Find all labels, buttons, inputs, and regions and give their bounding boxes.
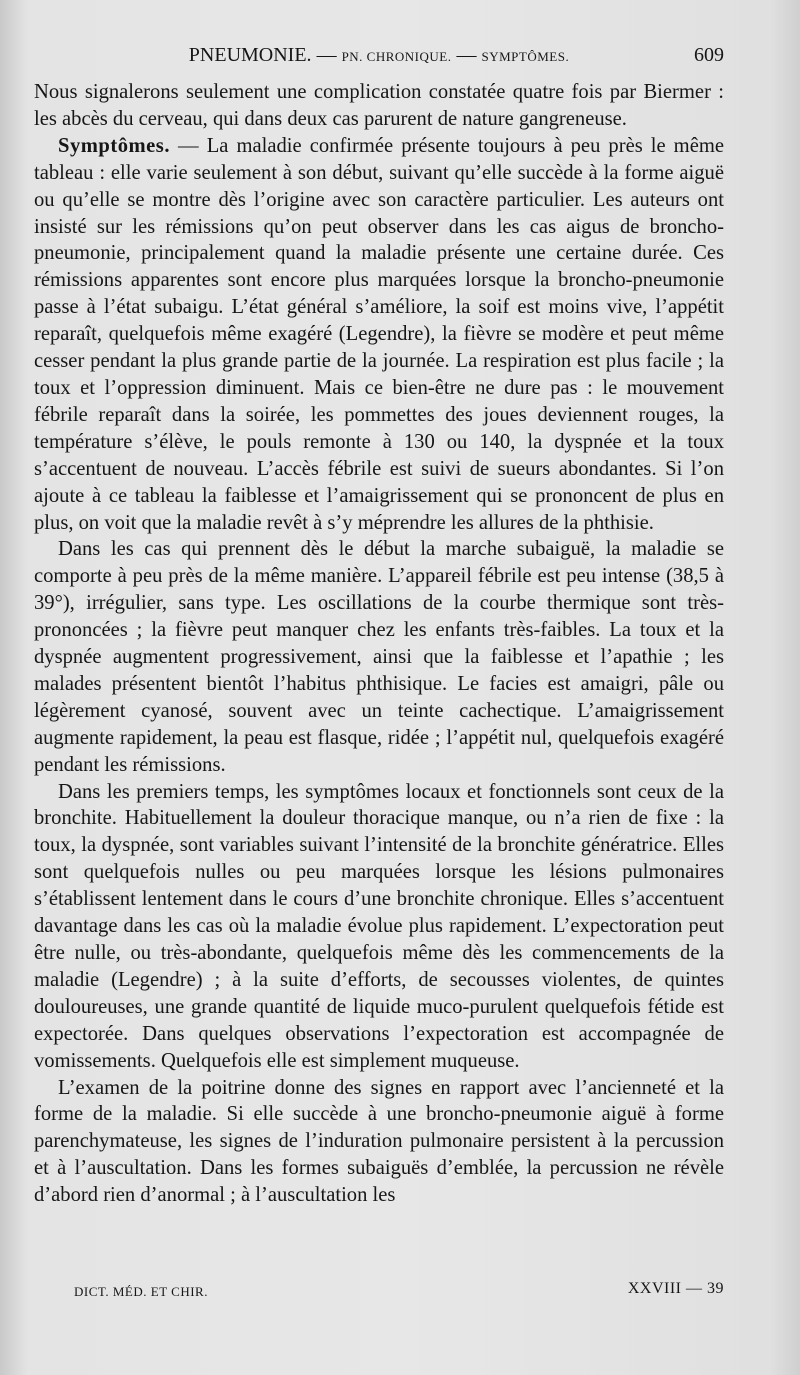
body-text [34, 79, 724, 1209]
section-dash: — [178, 134, 199, 157]
paragraph-3: Dans les cas qui prennent dès le début la marche subaiguë, la maladie se comporte à peu près de la même manière. L’appareil fébrile est peu intense (38,5 à 39°), irrégulier, sans type. Les oscillations de la courbe thermique sont très-prononcées ; la fièvre peut manquer chez les enfants très-faibles. La toux et la dyspnée augmentent progressivement, ainsi que la faiblesse et l’apathie ; les malades présentent bientôt l’habitus phthisique. Le facies est amaigri, pâle ou légèrement cyanosé, souvent avec un teinte cachectique. L’amaigrissement augmente rapidement, la peau est flasque, ridée ; l’appétit nul, quelquefois exagéré pendant les rémissions. [34, 538, 724, 776]
paragraph-1: Nous signalerons seulement une complication constatée quatre fois par Biermer : les abcès du cerveau, qui dans deux cas parurent de nature gangreneuse. [34, 81, 724, 130]
paragraph-2-text: La maladie confirmée présente toujours à peu près le même tableau : elle varie seulement à son début, suivant qu’elle succède à la forme aiguë ou qu’elle se montre dès l’origine avec son caractère particulier. Les auteurs ont insisté sur les rémissions qu’on peut observer dans les cas aigus de broncho-pneumonie, principalement quand la maladie présente une certaine durée. Ces rémissions apparentes sont encore plus marquées lorsque la broncho-pneumonie passe à l’état subaigu. L’état général s’améliore, la soif est moins vive, l’appétit reparaît, quelquefois même exagéré (Legendre), la fièvre se modère et peut même cesser pendant la plus grande partie de la journée. La respiration est plus facile ; la toux et l’oppression diminuent. Mais ce bien-être ne dure pas : le mouvement fébrile reparaît dans la soirée, les pommettes des joues deviennent rouges, la température s’élève, le pouls remonte à 130 ou 140, la dyspnée et la toux s’accentuent de nouveau. L’accès fébrile est suivi de sueurs abondantes. Si l’on ajoute à ce tableau la faiblesse et l’amaigrissement qui se prononcent de plus en plus, on voit que la maladie revêt à s’y méprendre les allures de la phthisie. [34, 134, 725, 534]
header-subtitle-2: SYMPTÔMES. [481, 49, 570, 64]
paragraph-2 [34, 133, 724, 537]
header-title-line [34, 44, 724, 67]
paragraph-4: Dans les premiers temps, les symptômes locaux et fonctionnels sont ceux de la bronchite. Habituellement la douleur thoracique manque, ou n’a rien de fixe : la toux, la dyspnée, sont variables suivant l’intensité de la bronchite génératrice. Elles sont quelquefois nulles ou peu marquées lorsque les lésions pulmonaires s’établissent lentement dans le cours d’une bronchite chronique. Elles s’accentuent davantage dans les cas où la maladie évolue plus rapidement. L’expectoration peut être nulle, ou très-abondante, quelquefois même dès les commencements de la maladie (Legendre) ; à la suite d’efforts, de secousses violentes, de quintes douloureuses, une grande quantité de liquide muco-purulent quelquefois fétide est expectorée. Dans quelques observations l’expectoration est accompagnée de vomissements. Quelquefois elle est simplement muqueuse. [34, 780, 724, 1072]
page-number: 609 [694, 44, 724, 66]
running-header [34, 44, 724, 74]
header-dash-2: — [456, 44, 477, 66]
header-title: PNEUMONIE. [188, 44, 312, 66]
page-footer [34, 1280, 724, 1304]
footer-volume-mark: XXVIII — 39 [627, 1280, 724, 1297]
header-subtitle-1: PN. CHRONIQUE. [341, 49, 452, 64]
header-dash-1: — [316, 44, 337, 66]
section-heading: Symptômes. [58, 134, 170, 157]
paragraph-5: L’examen de la poitrine donne des signes en rapport avec l’ancienneté et la forme de la maladie. Si elle succède à une broncho-pneumonie aiguë à forme parenchymateuse, les signes de l’induration pulmonaire persistent à la percussion et à l’auscultation. Dans les formes subaiguës d’emblée, la percussion ne révèle d’abord rien d’anormal ; à l’auscultation les [34, 1076, 724, 1207]
footer-signature: DICT. MÉD. ET CHIR. [74, 1284, 208, 1299]
